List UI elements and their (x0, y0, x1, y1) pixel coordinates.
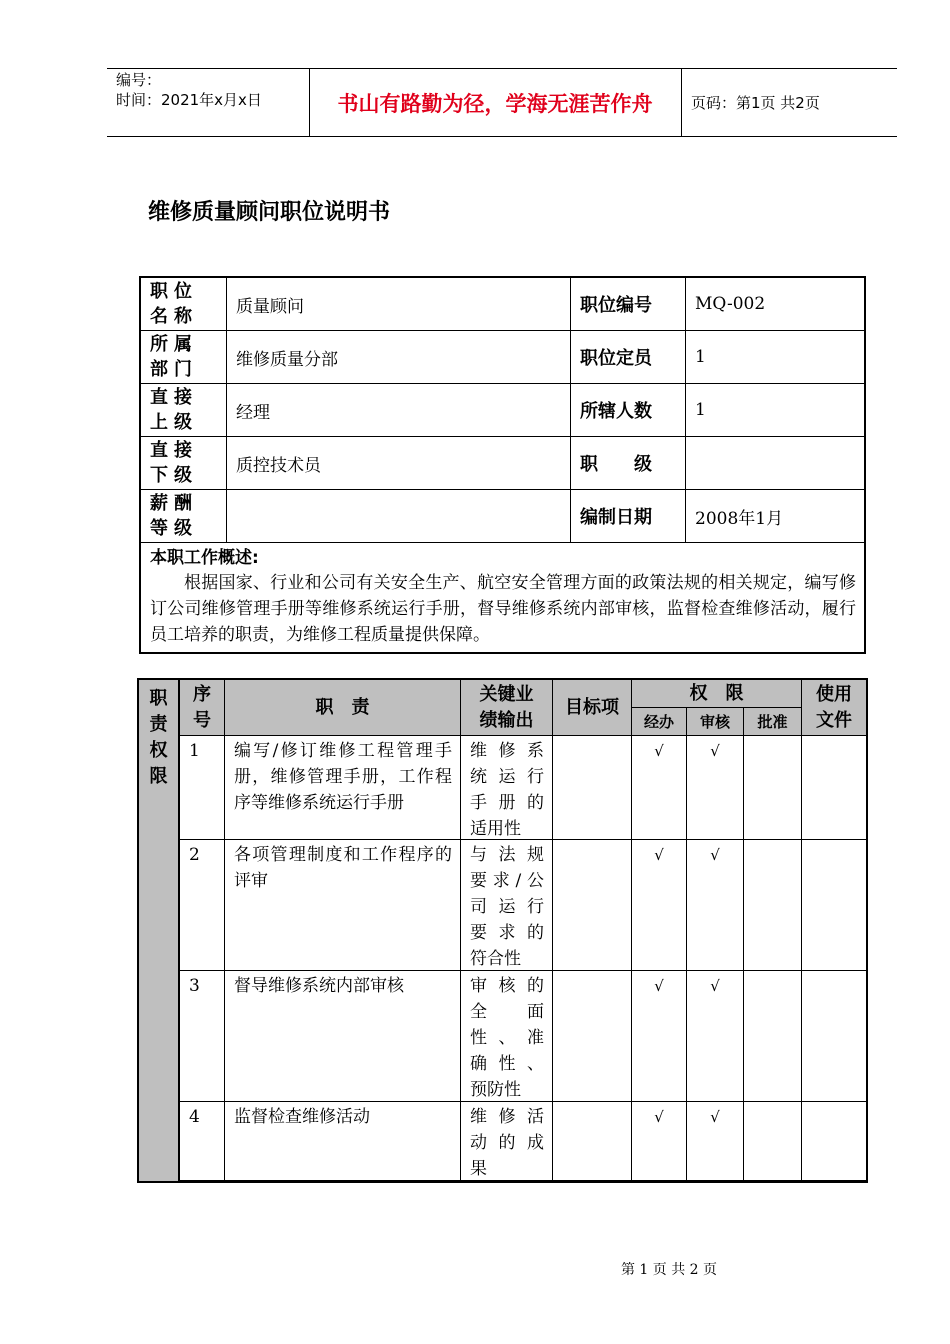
row-duty: 各项管理制度和工作程序的评审 (225, 840, 461, 971)
field-label: 职 级 (571, 437, 686, 489)
field-value: 质控技术员 (227, 437, 571, 489)
row-seq: 2 (180, 840, 225, 971)
field-value: 2008年1月 (695, 508, 784, 529)
page-footer: 第 1 页 共 2 页 (620, 1262, 718, 1278)
field-label: 职位编号 (571, 278, 686, 330)
kpi-line: 审核的 (470, 976, 544, 996)
field-label: 直接上级 (141, 384, 227, 436)
side-label-cell (139, 680, 180, 1181)
row-kpi (461, 971, 553, 1102)
kpi-line: 性、准 (470, 1028, 544, 1048)
row-docs (802, 736, 866, 840)
authority-approve-header: 批准 (744, 708, 802, 736)
row-docs (802, 971, 866, 1102)
header-divider (681, 68, 682, 136)
summary-section (141, 543, 864, 652)
kpi-line: 预防性 (470, 1080, 521, 1100)
field-label: 所属部门 (141, 331, 227, 383)
row-target (553, 971, 632, 1102)
doc-time-label: 时间：2021年x月x日 (116, 91, 262, 109)
row-approve-check (744, 1102, 802, 1181)
field-value: 1 (695, 400, 706, 420)
row-review-check: √ (687, 971, 744, 1102)
authority-do-header: 经办 (632, 708, 687, 736)
field-value: 质量顾问 (227, 278, 571, 330)
row-review-check: √ (687, 736, 744, 840)
kpi-line: 统运行 (470, 767, 544, 787)
authority-review-header: 审核 (687, 708, 744, 736)
docs-header: 使用文件 (802, 680, 866, 736)
kpi-line: 手册的 (470, 793, 544, 813)
kpi-line: 维修活 (470, 1107, 544, 1127)
row-target (553, 736, 632, 840)
kpi-line: 确性、 (470, 1054, 544, 1074)
duties-table (137, 678, 868, 1183)
field-label: 职位定员 (571, 331, 686, 383)
field-value (227, 490, 571, 542)
kpi-line: 维修系 (470, 741, 544, 761)
kpi-line: 全 面 (470, 1002, 544, 1022)
row-duty: 督导维修系统内部审核 (225, 971, 461, 1102)
position-info-table (139, 276, 866, 654)
authority-header: 权 限 (632, 680, 802, 708)
summary-heading: 本职工作概述: (150, 548, 259, 568)
kpi-header: 关键业绩输出 (461, 680, 553, 736)
header-top-rule (107, 68, 897, 69)
kpi-line: 与法规 (470, 845, 544, 865)
row-docs (802, 1102, 866, 1181)
kpi-line: 符合性 (470, 949, 521, 969)
summary-text: 根据国家、行业和公司有关安全生产、航空安全管理方面的政策法规的相关规定，编写修订公司维修管理手册等维修系统运行手册，督导维修系统内部审核，监督检查维修活动，履行员工培养的职责，为维修工程质量提供保障。 (150, 573, 856, 645)
side-label: 职 责 权 限 (149, 688, 168, 787)
row-target (553, 840, 632, 971)
kpi-line: 要求/公 (470, 871, 544, 891)
row-duty: 编写/修订维修工程管理手册，维修管理手册，工作程序等维修系统运行手册 (225, 736, 461, 840)
header-motto: 书山有路勤为径，学海无涯苦作舟 (337, 92, 653, 116)
field-value (686, 437, 864, 489)
row-seq: 1 (180, 736, 225, 840)
field-label: 职位名称 (141, 278, 227, 330)
row-seq: 3 (180, 971, 225, 1102)
info-row (141, 331, 864, 384)
row-seq: 4 (180, 1102, 225, 1181)
field-value: MQ-002 (695, 294, 766, 314)
row-do-check: √ (632, 971, 687, 1102)
field-label: 薪酬等级 (141, 490, 227, 542)
page-number-label: 页码：第1页 共2页 (691, 94, 820, 112)
field-label: 直接下级 (141, 437, 227, 489)
kpi-line: 要求的 (470, 923, 544, 943)
row-duty: 监督检查维修活动 (225, 1102, 461, 1181)
field-label: 所辖人数 (571, 384, 686, 436)
info-row (141, 490, 864, 543)
kpi-line: 果 (470, 1159, 487, 1179)
row-do-check: √ (632, 736, 687, 840)
row-review-check: √ (687, 840, 744, 971)
row-approve-check (744, 840, 802, 971)
header-bottom-rule (107, 136, 897, 137)
info-row (141, 437, 864, 490)
field-value: 经理 (227, 384, 571, 436)
row-review-check: √ (687, 1102, 744, 1181)
target-header: 目标项 (553, 680, 632, 736)
row-approve-check (744, 736, 802, 840)
row-approve-check (744, 971, 802, 1102)
row-kpi (461, 736, 553, 840)
row-do-check: √ (632, 1102, 687, 1181)
seq-header: 序号 (180, 680, 225, 736)
duty-header: 职 责 (225, 680, 461, 736)
row-kpi (461, 840, 553, 971)
field-value: 维修质量分部 (227, 331, 571, 383)
info-row (141, 278, 864, 331)
row-docs (802, 840, 866, 971)
row-target (553, 1102, 632, 1181)
doc-number-label: 编号： (116, 71, 162, 89)
page-title: 维修质量顾问职位说明书 (148, 200, 391, 225)
kpi-line: 适用性 (470, 819, 521, 839)
kpi-line: 司运行 (470, 897, 544, 917)
info-row (141, 384, 864, 437)
field-value: 1 (695, 347, 706, 367)
field-label: 编制日期 (571, 490, 686, 542)
row-kpi (461, 1102, 553, 1181)
row-do-check: √ (632, 840, 687, 971)
kpi-line: 动的成 (470, 1133, 544, 1153)
